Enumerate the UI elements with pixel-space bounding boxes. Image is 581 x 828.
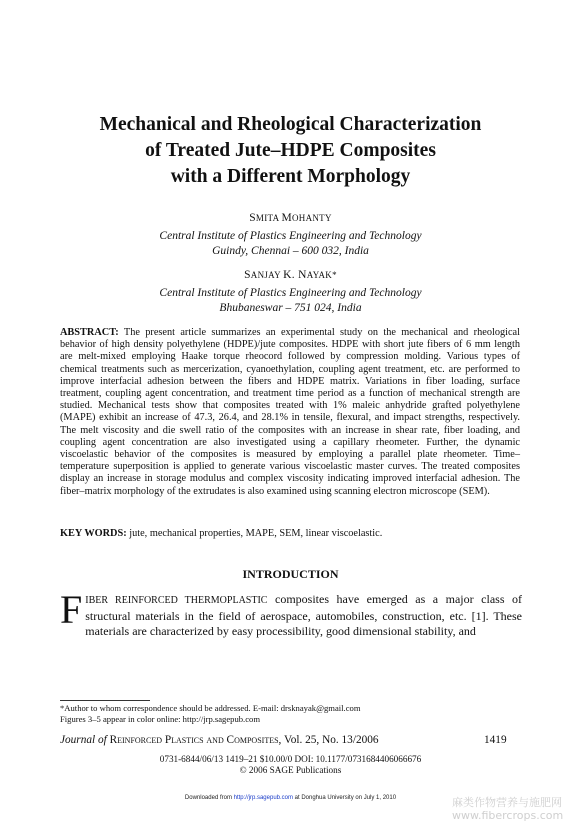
intro-text: composites have emerged as a major class of structural materials in the field of aerospace, automobiles, construction, etc. [1]. These materials are characterized by easy processibility, good dimensional stability, and — [85, 592, 523, 638]
keywords-label: KEY WORDS: — [60, 528, 127, 539]
abstract-label: ABSTRACT: — [60, 327, 119, 338]
abstract — [60, 327, 520, 498]
doi-block — [0, 754, 581, 776]
affiliation-1-line-1: Central Institute of Plastics Engineering and Technology — [159, 230, 422, 242]
footnote-figures: Figures 3–5 appear in color online: http://jrp.sagepub.com — [60, 714, 261, 724]
watermark-line-1: 麻类作物营养与施肥网 — [452, 796, 562, 809]
affiliation-2-line-1: Central Institute of Plastics Engineering and Technology — [159, 287, 422, 299]
author-affiliation-1 — [0, 229, 581, 259]
watermark — [452, 796, 563, 822]
download-link[interactable]: http://jrp.sagepub.com — [233, 795, 293, 801]
paper-title — [40, 112, 541, 190]
keywords — [60, 528, 520, 540]
author-name-1: SMITA MOHANTY — [249, 212, 332, 224]
title-line-1: Mechanical and Rheological Characterization — [99, 114, 482, 135]
affiliation-2-line-2: Bhubaneswar – 751 024, India — [219, 302, 362, 314]
keywords-text: jute, mechanical properties, MAPE, SEM, linear viscoelastic. — [126, 528, 383, 539]
affiliation-1-line-2: Guindy, Chennai – 600 032, India — [212, 245, 369, 257]
intro-smallcaps: IBER REINFORCED THERMOPLASTIC — [85, 595, 268, 606]
download-notice: Downloaded from http://jrp.sagepub.com at Donghua University on July 1, 2010 — [184, 795, 397, 801]
title-line-3: with a Different Morphology — [170, 166, 411, 187]
doi-line: 0731-6844/06/13 1419–21 $10.00/0 DOI: 10.1177/0731684406066676 — [159, 754, 422, 764]
footnote-correspondence: *Author to whom correspondence should be addressed. E-mail: drsknayak@gmail.com — [60, 703, 361, 713]
journal-name: Reinforced Plastics and Composites — [109, 734, 279, 746]
author-affiliation-2 — [0, 286, 581, 316]
journal-citation: Journal of Reinforced Plastics and Composites, Vol. 25, No. 13/2006 — [60, 734, 379, 746]
abstract-text: The present article summarizes an experimental study on the mechanical and rheological behavior of high density polyethylene (HDPE)/jute composites. HDPE with short jute fibers of 6 mm length are melt-mixed employing Haake torque rheocord followed by compression molding. Various types of chemical treatments such as mercerization, cyanoethylation, coupling agent treatment, etc. are performed to improve interfacial adhesion between the fibers and HDPE matrix. Variations in fiber loading, surface treatment, coupling agent concentration, and treatment time period as a function of mechanical strength are studied. Mechanical tests show that composites treated with 1% maleic anhydride grafted polyethylene (MAPE) exhibit an increase of 47.3, 26.4, and 28.1% in tensile, flexural, and impact strengths, respectively. The melt viscosity and die swell ratio of the composites with an increase in shear rate, fiber loading, and coupling agent concentration are also investigated using a capillary rheometer. Further, the dynamic viscoelastic behavior of the composites is measured by employing a parallel plate rheometer. Time–temperature superposition is applied to generate various viscoelastic master curves. The treated composites display an increase in storage modulus and complex viscosity indicating improved interfacial adhesion. The fiber–matrix morphology of the extrudates is also examined using scanning electron microscope (SEM). — [60, 327, 520, 497]
copyright-line: © 2006 SAGE Publications — [239, 765, 342, 775]
title-line-2: of Treated Jute–HDPE Composites — [145, 140, 436, 161]
section-heading-introduction: INTRODUCTION — [242, 567, 339, 581]
introduction-paragraph — [60, 587, 523, 640]
dropcap-letter: F — [60, 587, 83, 632]
author-name-2: SANJAY K. NAYAK* — [244, 269, 337, 281]
watermark-line-2: www.fibercrops.com — [452, 809, 564, 822]
footnote-rule — [60, 700, 150, 701]
page-number: 1419 — [484, 734, 507, 746]
